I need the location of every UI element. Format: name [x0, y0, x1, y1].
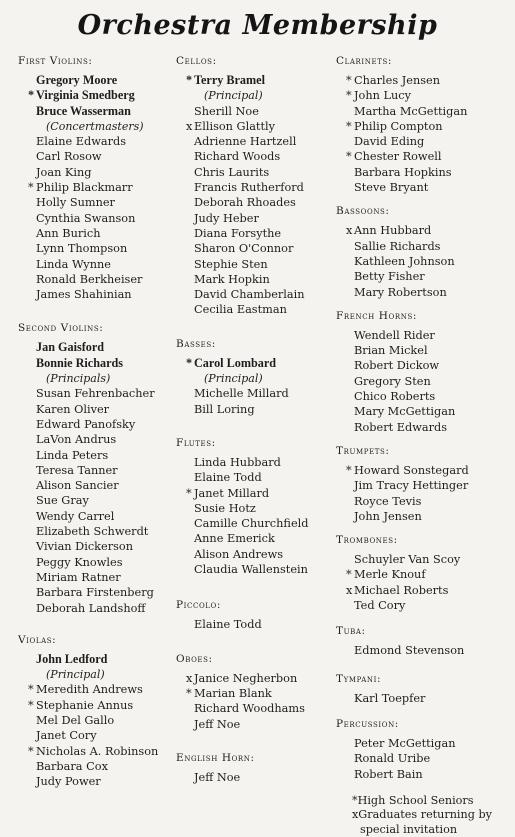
section [176, 599, 334, 632]
member-name [354, 165, 508, 180]
member-list [346, 73, 508, 195]
member-name [36, 272, 168, 287]
member-name: * Charles Jensen [346, 74, 440, 87]
name-text: Mary McGettigan [354, 405, 456, 419]
section [336, 310, 508, 435]
name-text: Kathleen Johnson [354, 254, 455, 268]
member-name: * Chester Rowell [346, 150, 442, 164]
name-text: Betty Fisher [354, 270, 425, 284]
section-heading: Percussion: [336, 717, 399, 730]
name-text: Howard Sonstegard [354, 463, 469, 477]
name-text: Jeff Noe [194, 770, 241, 784]
member-name [36, 241, 168, 256]
name-text: Sallie Richards [354, 239, 441, 253]
member-name: * Janet Millard [186, 486, 270, 500]
role-note [36, 667, 168, 682]
member-name [354, 420, 508, 435]
name-text: Steve Bryant [354, 181, 429, 195]
name-text: Linda Wynne [36, 257, 111, 271]
member-name [36, 601, 168, 616]
section-heading: Bassoons: [336, 205, 390, 218]
member-name [194, 241, 334, 256]
name-text: Terry Bramel [194, 73, 265, 87]
member-name [194, 770, 334, 785]
member-name [36, 211, 168, 226]
section-heading: English Horn: [176, 751, 255, 764]
name-text: Brian Mickel [354, 344, 428, 358]
section [176, 55, 334, 318]
name-text: Robert Edwards [354, 420, 448, 434]
section [18, 55, 168, 302]
name-text: Francis Rutherford [194, 181, 304, 195]
member-name [354, 285, 508, 300]
section-heading: Oboes: [176, 652, 213, 665]
name-text: Elaine Todd [194, 618, 262, 632]
name-text: Stephanie Annus [36, 698, 134, 712]
name-text: Jeff Noe [194, 717, 241, 731]
name-text: Elizabeth Schwerdt [36, 525, 149, 539]
member-name [36, 287, 168, 302]
name-text: Janice Negherbon [194, 671, 298, 685]
member-name [194, 386, 334, 401]
name-text: Virginia Smedberg [36, 88, 135, 103]
name-text: Deborah Landshoff [36, 601, 146, 615]
name-text: Bruce Wasserman [36, 103, 131, 118]
role-note [36, 371, 168, 386]
role-note [194, 88, 334, 103]
member-list [186, 355, 334, 417]
name-text: Gregory Sten [354, 374, 431, 388]
member-name [354, 736, 508, 751]
member-name [354, 389, 508, 404]
member-name [36, 478, 168, 493]
name-text: Ronald Berkheiser [36, 272, 143, 286]
member-name [36, 539, 168, 554]
member-name [194, 149, 334, 164]
member-name [36, 774, 168, 789]
section-heading: Flutes: [176, 436, 216, 449]
role-note [194, 371, 334, 386]
member-name [354, 374, 508, 389]
note-text: (Principals) [46, 372, 111, 386]
name-text: Barbara Firstenberg [36, 586, 154, 600]
member-name [36, 524, 168, 539]
member-list [28, 651, 168, 790]
member-list [194, 617, 334, 632]
name-text: John Ledford [36, 651, 108, 666]
name-text: Anne Emerick [194, 532, 275, 546]
name-text: Jim Tracy Hettinger [354, 479, 469, 493]
name-text: Ann Hubbard [354, 224, 432, 238]
name-text: Schuyler Van Scoy [354, 553, 461, 567]
section [176, 752, 334, 785]
member-name: x Ellison Glattly [186, 119, 275, 133]
name-text: Michelle Millard [194, 387, 289, 401]
name-text: Mary Robertson [354, 285, 447, 299]
member-name: * Meredith Andrews [28, 683, 143, 697]
member-list [186, 455, 334, 577]
member-list [346, 552, 508, 613]
member-name: * John Lucy [346, 89, 411, 103]
name-text: Mel Del Gallo [36, 713, 115, 727]
member-name [36, 555, 168, 570]
name-text: Linda Peters [36, 448, 109, 462]
name-text: Wendy Carrel [36, 509, 115, 523]
member-name [354, 478, 508, 493]
name-text: Richard Woods [194, 150, 281, 164]
name-text: Janet Cory [36, 729, 97, 743]
section [18, 634, 168, 790]
member-name [194, 211, 334, 226]
page-title: Orchestra Membership [77, 10, 438, 41]
section [336, 445, 508, 524]
member-name [36, 195, 168, 210]
legend-line: *High School Seniors [352, 793, 474, 807]
member-name [354, 767, 508, 782]
name-text: Bonnie Richards [36, 355, 124, 370]
member-name: x Janice Negherbon [186, 671, 298, 685]
name-text: Elaine Edwards [36, 135, 127, 149]
member-list [354, 736, 508, 782]
name-text: David Chamberlain [194, 288, 305, 302]
note-text: (Principal) [204, 372, 263, 386]
member-name: * Nicholas A. Robinson [28, 744, 159, 758]
member-name [194, 104, 334, 119]
name-text: Alison Andrews [194, 547, 284, 561]
name-text: Judy Heber [194, 211, 259, 225]
name-text: Marian Blank [194, 686, 272, 700]
member-list [194, 770, 334, 785]
name-text: Peter McGettigan [354, 736, 456, 750]
name-text: Chris Laurits [194, 165, 270, 179]
member-name [354, 404, 508, 419]
member-name [354, 494, 508, 509]
name-text: Richard Woodhams [194, 702, 305, 716]
member-name [36, 257, 168, 272]
note-text: (Principal) [46, 668, 105, 682]
member-list [346, 223, 508, 299]
name-text: Chester Rowell [354, 150, 442, 164]
column-middle [176, 55, 334, 785]
section-heading: Trumpets: [336, 444, 390, 457]
legend-line: xGraduates returning by [352, 808, 492, 822]
member-name [354, 328, 508, 343]
name-text: Cecilia Eastman [194, 303, 287, 317]
member-list [186, 671, 334, 732]
section [176, 338, 334, 417]
section [336, 673, 508, 706]
section [176, 437, 334, 577]
name-text: Ann Burich [36, 226, 101, 240]
name-text: Sharon O'Connor [194, 242, 294, 256]
member-name [36, 340, 168, 355]
member-name [36, 134, 168, 149]
member-name [36, 432, 168, 447]
column-left [18, 55, 168, 789]
member-name [36, 356, 168, 371]
note-text: (Principal) [204, 89, 263, 103]
member-list [354, 691, 508, 706]
section-heading: Piccolo: [176, 599, 222, 612]
name-text: Gregory Moore [36, 73, 118, 87]
member-name [36, 493, 168, 508]
section-heading: Basses: [176, 337, 216, 350]
section [176, 653, 334, 732]
member-name: * Howard Sonstegard [346, 463, 469, 477]
member-list [346, 463, 508, 524]
column-right [336, 55, 508, 837]
name-text: Judy Power [36, 775, 101, 789]
member-name [354, 509, 508, 524]
member-list [36, 340, 168, 615]
member-name [354, 269, 508, 284]
member-name: * Marian Blank [186, 686, 272, 700]
section-heading: Second Violins: [18, 322, 104, 335]
member-name [36, 570, 168, 585]
section [336, 534, 508, 613]
member-name: * Philip Compton [346, 119, 443, 133]
name-text: Karl Toepfer [354, 691, 426, 705]
section-heading: Trombones: [336, 534, 398, 547]
member-list [354, 328, 508, 435]
section-heading: Violas: [18, 633, 57, 646]
member-name [194, 547, 334, 562]
name-text: Carol Lombard [194, 355, 277, 370]
name-text: Holly Sumner [36, 196, 115, 210]
name-text: Michael Roberts [354, 583, 449, 597]
name-text: Merle Knouf [354, 568, 426, 582]
member-name [194, 272, 334, 287]
member-name [354, 598, 508, 613]
member-name: x Ann Hubbard [346, 224, 432, 238]
member-name [354, 239, 508, 254]
member-name [36, 226, 168, 241]
name-text: Philip Blackmarr [36, 181, 133, 195]
section-heading: Tuba: [336, 625, 366, 638]
name-text: Philip Compton [354, 119, 443, 133]
member-name [194, 195, 334, 210]
name-text: Diana Forsythe [194, 226, 282, 240]
name-text: Bill Loring [194, 402, 255, 416]
member-name: * Merle Knouf [346, 568, 426, 582]
name-text: James Shahinian [36, 288, 132, 302]
name-text: Mark Hopkin [194, 272, 270, 286]
member-name [194, 287, 334, 302]
member-name [354, 180, 508, 195]
name-text: Barbara Cox [36, 759, 108, 773]
section [336, 205, 508, 299]
member-name [194, 562, 334, 577]
member-name [194, 134, 334, 149]
member-name [36, 104, 168, 119]
name-text: Susan Fehrenbacher [36, 387, 155, 401]
member-list [28, 73, 168, 302]
name-text: Cynthia Swanson [36, 211, 136, 225]
name-text: Robert Bain [354, 767, 423, 781]
section [18, 322, 168, 615]
member-name [354, 691, 508, 706]
name-text: LaVon Andrus [36, 433, 117, 447]
member-name [36, 759, 168, 774]
name-text: Edmond Stevenson [354, 644, 465, 658]
member-name [194, 701, 334, 716]
member-name [194, 455, 334, 470]
member-list [186, 73, 334, 318]
member-name [194, 501, 334, 516]
name-text: Edward Panofsky [36, 417, 136, 431]
member-name [194, 165, 334, 180]
name-text: John Jensen [354, 509, 422, 523]
member-name [36, 448, 168, 463]
name-text: Deborah Rhoades [194, 196, 296, 210]
member-name: * Carol Lombard [186, 355, 277, 370]
member-name [36, 165, 168, 180]
name-text: Vivian Dickerson [36, 540, 133, 554]
name-text: Wendell Rider [354, 328, 435, 342]
member-name [194, 470, 334, 485]
section [336, 55, 508, 195]
name-text: Elaine Todd [194, 471, 262, 485]
member-name [194, 402, 334, 417]
name-text: Royce Tevis [354, 494, 422, 508]
member-name [36, 402, 168, 417]
member-name [36, 386, 168, 401]
section [336, 718, 508, 782]
name-text: Carl Rosow [36, 150, 102, 164]
name-text: Claudia Wallenstein [194, 563, 308, 577]
member-list [354, 643, 508, 658]
name-text: Robert Dickow [354, 359, 440, 373]
member-name [354, 254, 508, 269]
name-text: Ellison Glattly [194, 119, 275, 133]
member-name: * Virginia Smedberg [28, 88, 135, 103]
name-text: Chico Roberts [354, 390, 436, 404]
name-text: Barbara Hopkins [354, 165, 452, 179]
name-text: Jan Gaisford [36, 340, 105, 355]
member-name [36, 463, 168, 478]
section-heading: French Horns: [336, 309, 418, 322]
name-text: Teresa Tanner [36, 463, 118, 477]
member-name [194, 180, 334, 195]
name-text: Stephie Sten [194, 257, 268, 271]
member-name [36, 713, 168, 728]
legend [352, 794, 508, 837]
member-name: * Philip Blackmarr [28, 181, 133, 195]
note-text: (Concertmasters) [46, 119, 144, 133]
member-name [194, 257, 334, 272]
name-text: Janet Millard [194, 486, 270, 500]
name-text: Miriam Ratner [36, 570, 121, 584]
role-note [36, 119, 168, 134]
name-text: Peggy Knowles [36, 555, 123, 569]
member-name [354, 343, 508, 358]
name-text: Ronald Uribe [354, 752, 431, 766]
name-text: Joan King [36, 165, 92, 179]
member-name [36, 652, 168, 667]
section-heading: First Violins: [18, 55, 93, 67]
member-name [36, 73, 168, 88]
member-name [36, 417, 168, 432]
name-text: Ted Cory [354, 599, 406, 613]
member-name [194, 226, 334, 241]
member-name [354, 643, 508, 658]
name-text: Camille Churchfield [194, 517, 309, 531]
member-name [36, 585, 168, 600]
member-name [194, 531, 334, 546]
member-name [354, 104, 508, 119]
name-text: Charles Jensen [354, 74, 440, 87]
member-name: * Terry Bramel [186, 73, 265, 87]
member-name: * Stephanie Annus [28, 698, 134, 712]
member-name [194, 717, 334, 732]
name-text: Lynn Thompson [36, 242, 128, 256]
name-text: Linda Hubbard [194, 455, 281, 469]
name-text: Adrienne Hartzell [194, 135, 297, 149]
name-text: John Lucy [354, 89, 411, 103]
name-text: Alison Sancier [36, 479, 119, 493]
name-text: Karen Oliver [36, 402, 110, 416]
member-name [354, 751, 508, 766]
member-name [354, 358, 508, 373]
name-text: Sherill Noe [194, 104, 259, 118]
section [336, 625, 508, 658]
member-name [354, 134, 508, 149]
member-name [194, 516, 334, 531]
member-name [36, 509, 168, 524]
member-name: x Michael Roberts [346, 583, 449, 597]
name-text: Susie Hotz [194, 501, 256, 515]
member-name [194, 617, 334, 632]
name-text: Nicholas A. Robinson [36, 744, 159, 758]
member-name [36, 149, 168, 164]
legend-line: special invitation [360, 822, 458, 836]
name-text: Sue Gray [36, 494, 89, 508]
section-heading: Cellos: [176, 55, 217, 67]
section-heading: Tympani: [336, 672, 382, 685]
member-name [354, 552, 508, 567]
name-text: Meredith Andrews [36, 683, 143, 697]
section-heading: Clarinets: [336, 55, 393, 67]
name-text: David Eding [354, 135, 425, 149]
name-text: Martha McGettigan [354, 104, 468, 118]
member-name [36, 728, 168, 743]
member-name [194, 302, 334, 317]
